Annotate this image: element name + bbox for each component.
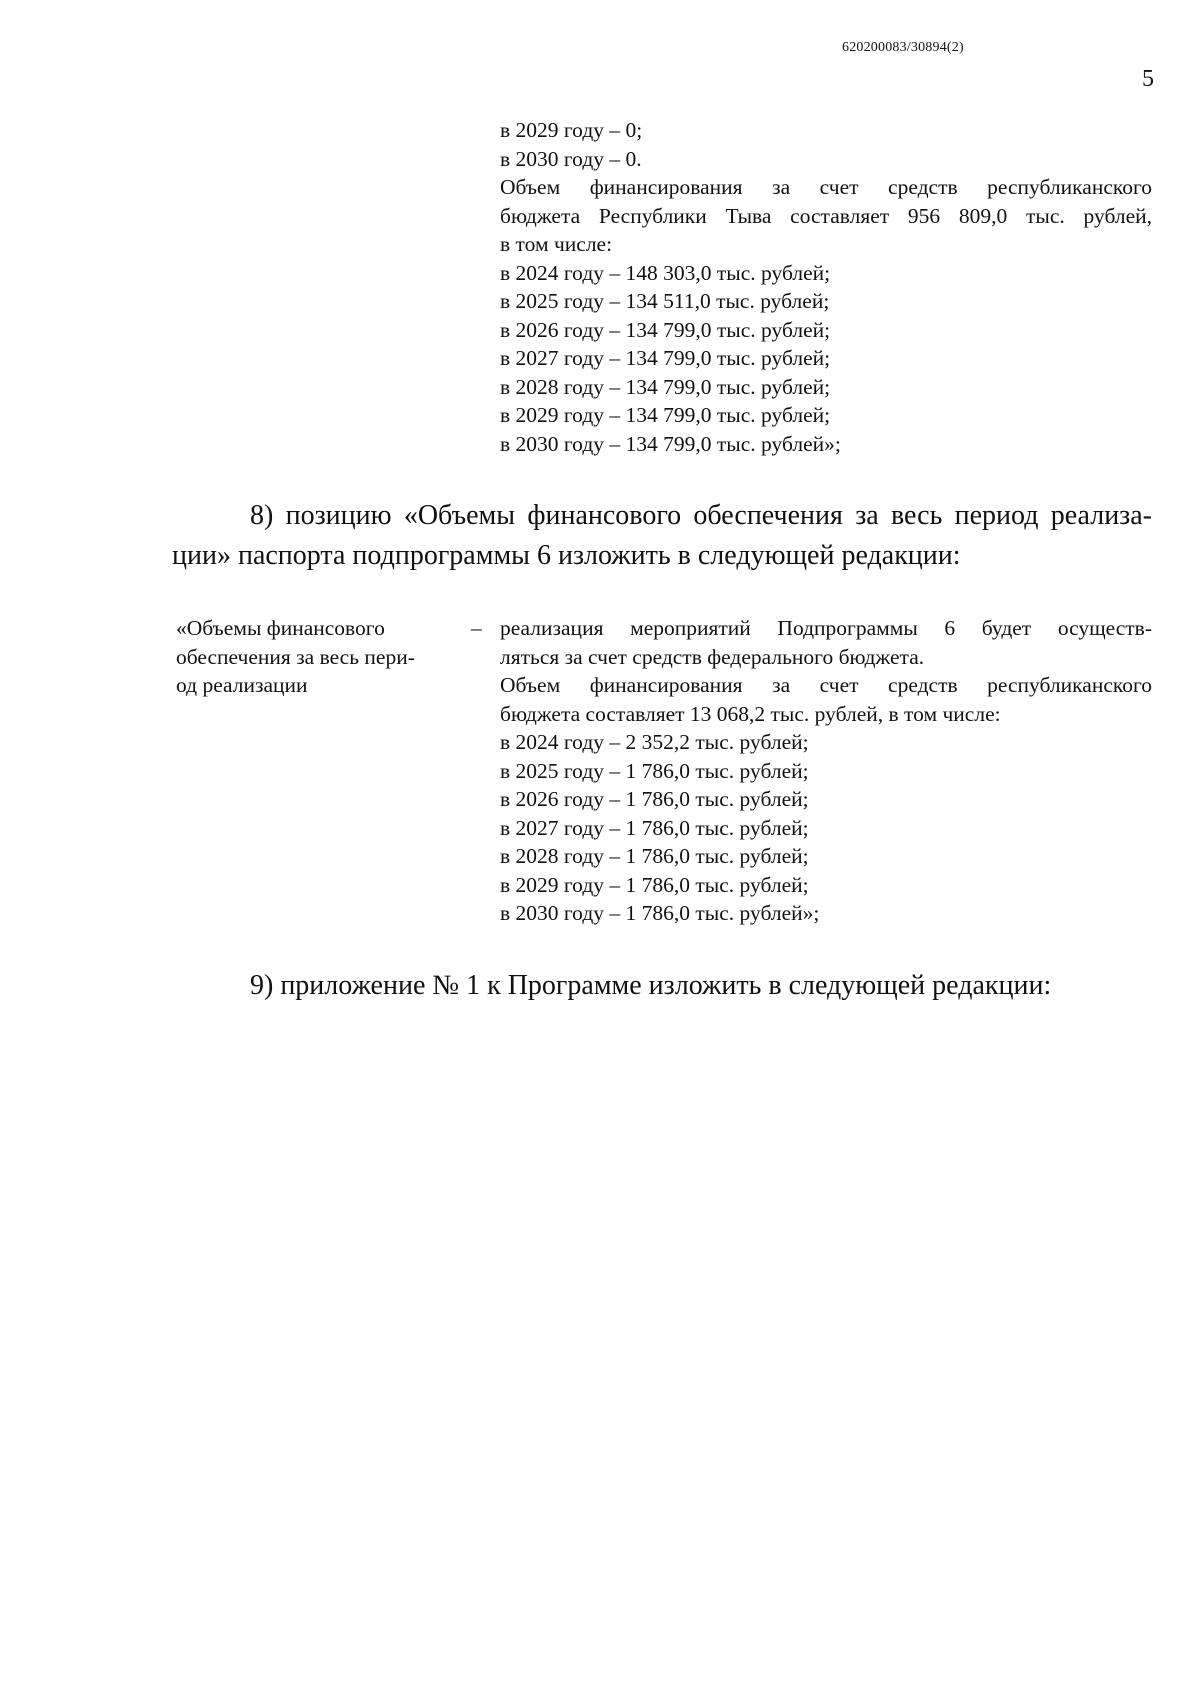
page-number: 5 [1142,66,1154,92]
funding-line: в 2029 году – 134 799,0 тыс. рублей; [500,403,831,427]
passport-value-line: ляться за счет средств федерального бюджета. [500,644,925,669]
passport-value-line: в 2030 году – 1 786,0 тыс. рублей»; [500,901,820,925]
funding-line: бюджета Республики Тыва составляет 956 809,0 тыс. рублей, [500,203,1152,228]
passport-value-line: в 2025 году – 1 786,0 тыс. рублей; [500,758,809,783]
funding-line: в 2027 году – 134 799,0 тыс. рублей; [500,346,831,370]
funding-line: в 2030 году – 134 799,0 тыс. рублей»; [500,431,841,456]
passport-label [176,614,456,700]
funding-line: в 2030 году – 0. [500,146,642,171]
passport-value-line: в 2026 году – 1 786,0 тыс. рублей; [500,787,809,811]
passport-label-line: обеспечения за весь пери- [176,644,415,669]
funding-line: в 2029 году – 0; [500,118,643,142]
funding-line: Объем финансирования за счет средств республиканского [500,175,1152,199]
funding-continuation-block [500,116,1152,458]
passport-value-line: в 2024 году – 2 352,2 тыс. рублей; [500,730,809,754]
paragraph-9: 9) приложение № 1 к Программе изложить в следующей редакции: [250,970,1052,1001]
funding-line: в 2026 году – 134 799,0 тыс. рублей; [500,317,831,342]
passport-value-line: бюджета составляет 13 068,2 тыс. рублей, в том числе: [500,701,1001,726]
passport-value-line: Объем финансирования за счет средств республиканского [500,673,1152,697]
passport-label-line: од реализации [176,673,308,697]
passport-value-line: в 2027 году – 1 786,0 тыс. рублей; [500,815,809,840]
passport-value-line: реализация мероприятий Подпрограммы 6 будет осуществ- [500,616,1152,640]
passport-value [500,614,1152,928]
paragraph-8-line-2: ции» паспорта подпрограммы 6 изложить в следующей редакции: [172,540,961,571]
passport-value-line: в 2029 году – 1 786,0 тыс. рублей; [500,872,809,897]
document-registration-number: 620200083/30894(2) [842,40,964,55]
paragraph-8-line-1: 8) позицию «Объемы финансового обеспечения за весь период реализа- [250,500,1152,531]
passport-value-line: в 2028 году – 1 786,0 тыс. рублей; [500,844,809,868]
funding-line: в 2025 году – 134 511,0 тыс. рублей; [500,289,830,313]
funding-line: в том числе: [500,232,613,256]
funding-line: в 2028 году – 134 799,0 тыс. рублей; [500,374,831,399]
passport-label-line: «Объемы финансового [176,616,385,640]
passport-dash: – [471,616,482,640]
funding-line: в 2024 году – 148 303,0 тыс. рублей; [500,260,831,285]
paragraph-8 [172,496,1152,576]
